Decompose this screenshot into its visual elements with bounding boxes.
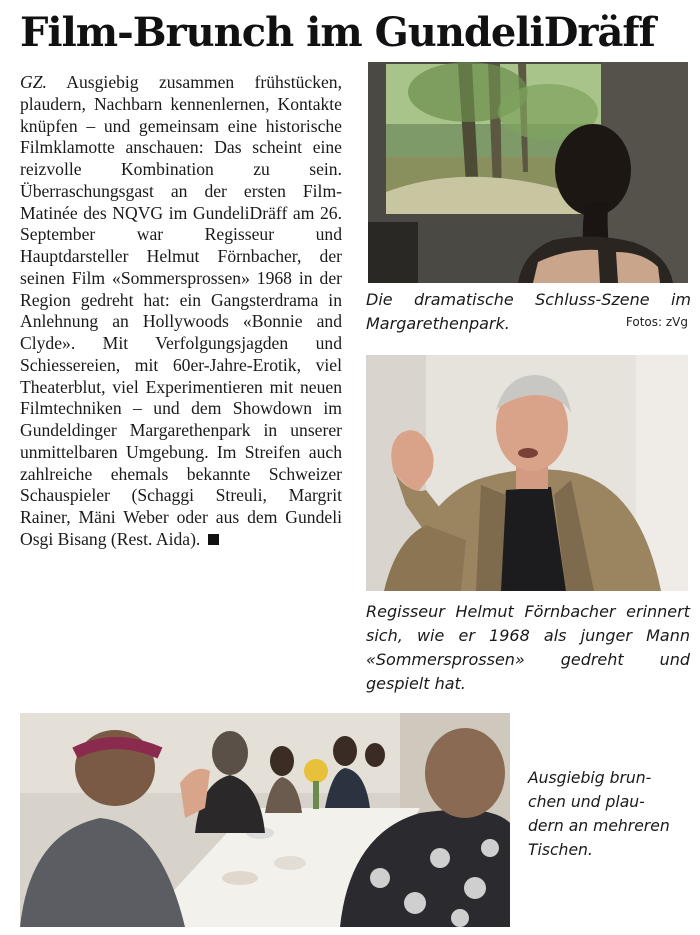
photo-screening-scene <box>368 62 688 283</box>
end-mark-square <box>208 534 219 545</box>
caption-brunch-line2: chen und plau- <box>528 793 645 811</box>
caption-brunch-line3: dern an mehreren <box>528 817 670 835</box>
photo-brunch-tables <box>20 713 510 927</box>
article-lead: GZ. <box>20 72 47 92</box>
caption-screening-line1: Die dramatische Schluss-Szene im <box>366 290 691 309</box>
article-text: Ausgiebig zusammen frühstücken, plaudern, Nachbarn kennenlernen, Kontakte knüpfen – und gemeinsam eine historische Filmklamotte anschauen: Das scheint eine reizvolle Kombination zu sein. Überraschungsgast an der ersten Film-Matinée des NQVG im GundeliDräff am 26. September war Regisseur und Hauptdarsteller Helmut Förnbacher, der seinen Film «Sommersprossen» 1968 in der Region gedreht hat: ein Gangsterdrama in Anlehnung an Hollywoods «Bonnie and Clyde». Mit Verfolgungsjagden und Schiessereien, mit 60er-Jahre-Erotik, viel Theaterblut, viel Experimentieren mit neuen Filmtechniken – und dem Showdown im Gundeldinger Margarethenpark in unserer unmittelbaren Umgebung. Im Streifen auch zahlreiche ehemals bekannte Schweizer Schauspieler (Schaggi Streuli, Margrit Rainer, Mäni Weber oder aus dem Gundeli Osgi Bisang (Rest. Aida). <box>20 72 342 549</box>
caption-director: Regisseur Helmut Förnbacher erinnert sich, wie er 1968 als junger Mann «Sommersprossen» gedreht und gespielt hat. <box>366 602 690 693</box>
photo-director <box>366 355 688 591</box>
article-body <box>20 72 342 551</box>
headline: Film-Brunch im GundeliDräff <box>20 9 655 56</box>
caption-brunch-line1: Ausgiebig brun- <box>528 769 652 787</box>
caption-screening-line2: Margarethenpark. <box>366 314 510 333</box>
photo-credit: Fotos: zVg <box>625 315 688 329</box>
caption-brunch <box>528 766 693 862</box>
caption-brunch-line4: Tischen. <box>528 841 593 859</box>
